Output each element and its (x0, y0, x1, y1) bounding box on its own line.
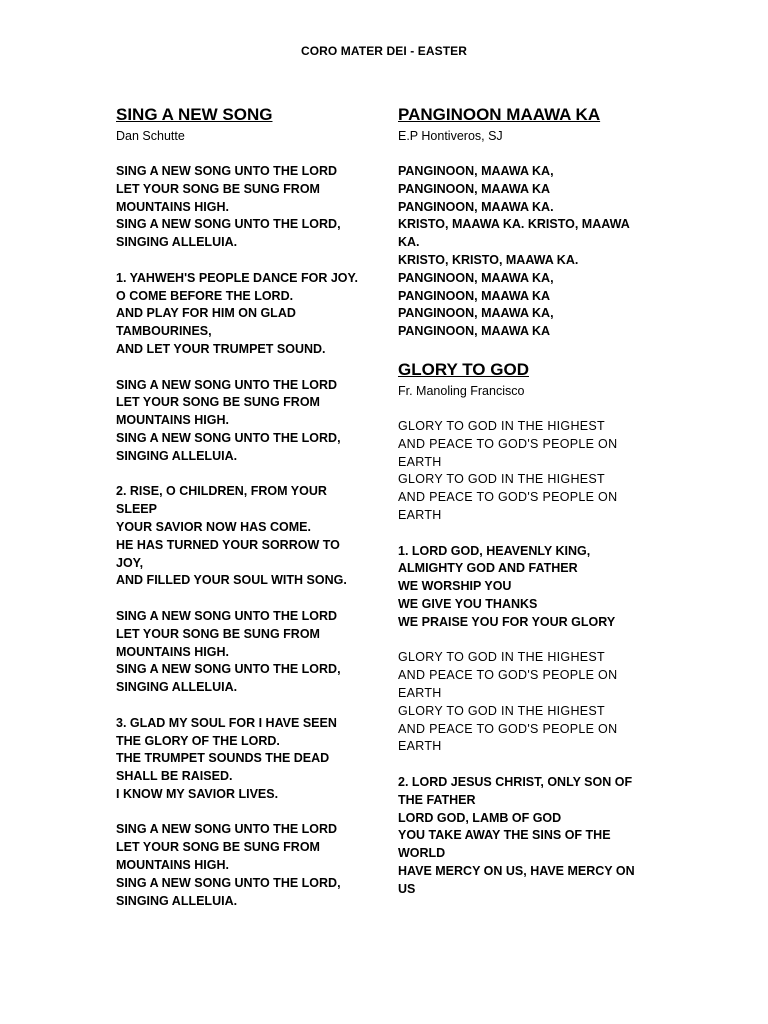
lyric-line: SINGING ALLELUIA. (116, 680, 238, 695)
lyric-line: JOY, (116, 555, 144, 570)
lyric-stanza (116, 608, 366, 697)
song-author: Dan Schutte (116, 129, 185, 143)
lyric-stanza (398, 163, 656, 341)
lyric-line: PANGINOON, MAAWA KA (398, 324, 551, 339)
lyric-line: MOUNTAINS HIGH. (116, 644, 229, 659)
lyric-line: HAVE MERCY ON US, HAVE MERCY ON (398, 863, 635, 878)
lyric-line: GLORY TO GOD IN THE HIGHEST (398, 472, 605, 487)
lyric-line: LET YOUR SONG BE SUNG FROM (116, 395, 320, 410)
lyric-line: TAMBOURINES, (116, 324, 212, 339)
lyric-line: KA. (398, 235, 420, 250)
lyric-line: GLORY TO GOD IN THE HIGHEST (398, 418, 605, 433)
song-author: Fr. Manoling Francisco (398, 383, 525, 398)
lyric-line: GLORY TO GOD IN THE HIGHEST (398, 703, 605, 718)
lyric-line: SING A NEW SONG UNTO THE LORD (116, 164, 338, 178)
lyric-line: 1. LORD GOD, HEAVENLY KING, (398, 543, 591, 558)
lyric-line: PANGINOON, MAAWA KA (398, 181, 551, 196)
lyric-line: MOUNTAINS HIGH. (116, 858, 229, 873)
lyric-line: MOUNTAINS HIGH. (116, 199, 229, 214)
song-author: E.P Hontiveros, SJ (398, 129, 503, 143)
lyric-line: LET YOUR SONG BE SUNG FROM (116, 626, 320, 641)
lyric-line: US (398, 881, 416, 896)
lyric-line: EARTH (398, 507, 442, 522)
lyric-line: SINGING ALLELUIA. (116, 235, 238, 250)
lyric-line: PANGINOON, MAAWA KA, (398, 164, 554, 178)
lyric-line: SING A NEW SONG UNTO THE LORD (116, 608, 338, 623)
lyric-line: KRISTO, MAAWA KA. KRISTO, MAAWA (398, 217, 630, 232)
lyric-line: 2. RISE, O CHILDREN, FROM YOUR (116, 484, 327, 499)
lyric-line: SING A NEW SONG UNTO THE LORD, (116, 430, 341, 445)
lyric-line: EARTH (398, 685, 442, 700)
lyric-line: LET YOUR SONG BE SUNG FROM (116, 840, 320, 855)
left-column (116, 104, 366, 910)
lyric-line: AND LET YOUR TRUMPET SOUND. (116, 341, 326, 356)
lyric-line: ALMIGHTY GOD AND FATHER (398, 561, 578, 576)
lyric-line: WORLD (398, 846, 446, 861)
lyric-line: EARTH (398, 739, 442, 754)
lyric-stanza (116, 163, 366, 252)
lyric-line: SINGING ALLELUIA. (116, 448, 238, 463)
lyric-stanza (398, 418, 656, 525)
song-title: GLORY TO GOD (398, 359, 529, 379)
song-title: PANGINOON MAAWA KA (398, 105, 601, 124)
lyric-line: YOU TAKE AWAY THE SINS OF THE (398, 828, 611, 843)
lyric-line: WE WORSHIP YOU (398, 579, 512, 594)
lyric-line: THE TRUMPET SOUNDS THE DEAD (116, 751, 330, 766)
lyric-line: SING A NEW SONG UNTO THE LORD (116, 377, 338, 392)
lyric-line: EARTH (398, 454, 442, 469)
lyric-line: 1. YAHWEH'S PEOPLE DANCE FOR JOY. (116, 270, 358, 285)
lyric-line: PANGINOON, MAAWA KA (398, 288, 551, 303)
lyric-stanza (116, 715, 366, 804)
lyric-line: LORD GOD, LAMB OF GOD (398, 810, 562, 825)
lyric-stanza (116, 377, 366, 466)
lyric-line: SINGING ALLELUIA. (116, 893, 238, 908)
lyric-line: SING A NEW SONG UNTO THE LORD (116, 822, 338, 837)
page-header: CORO MATER DEI - EASTER (300, 44, 468, 58)
lyric-line: LET YOUR SONG BE SUNG FROM (116, 181, 320, 196)
lyric-line: SING A NEW SONG UNTO THE LORD, (116, 875, 341, 890)
lyric-line: AND PEACE TO GOD'S PEOPLE ON (398, 490, 618, 505)
lyric-line: SING A NEW SONG UNTO THE LORD, (116, 662, 341, 677)
lyric-line: GLORY TO GOD IN THE HIGHEST (398, 650, 605, 665)
lyric-line: WE PRAISE YOU FOR YOUR GLORY (398, 614, 616, 629)
lyric-stanza (116, 483, 366, 590)
lyric-line: SING A NEW SONG UNTO THE LORD, (116, 217, 341, 232)
lyric-line: 2. LORD JESUS CHRIST, ONLY SON OF (398, 774, 633, 789)
song-block (398, 359, 656, 899)
lyric-line: MOUNTAINS HIGH. (116, 413, 229, 428)
lyric-line: HE HAS TURNED YOUR SORROW TO (116, 537, 340, 552)
lyric-line: AND PEACE TO GOD'S PEOPLE ON (398, 436, 618, 451)
lyric-stanza (398, 543, 656, 632)
lyric-stanza (398, 774, 656, 899)
song-block (398, 104, 656, 341)
lyric-line: AND FILLED YOUR SOUL WITH SONG. (116, 573, 347, 588)
lyric-line: PANGINOON, MAAWA KA. (398, 199, 554, 214)
lyric-line: I KNOW MY SAVIOR LIVES. (116, 786, 279, 801)
lyric-line: SHALL BE RAISED. (116, 769, 233, 784)
lyric-line: AND PEACE TO GOD'S PEOPLE ON (398, 668, 618, 683)
lyric-line: THE FATHER (398, 792, 476, 807)
lyric-stanza (116, 821, 366, 910)
lyric-stanza (398, 649, 656, 756)
lyric-line: PANGINOON, MAAWA KA, (398, 306, 554, 321)
lyric-line: 3. GLAD MY SOUL FOR I HAVE SEEN (116, 715, 337, 730)
lyric-line: AND PEACE TO GOD'S PEOPLE ON (398, 721, 618, 736)
song-title: SING A NEW SONG (116, 105, 273, 124)
lyric-line: PANGINOON, MAAWA KA, (398, 270, 554, 285)
lyric-line: WE GIVE YOU THANKS (398, 596, 538, 611)
lyric-line: THE GLORY OF THE LORD. (116, 733, 280, 748)
right-column (398, 104, 656, 898)
lyric-line: O COME BEFORE THE LORD. (116, 288, 294, 303)
lyric-line: YOUR SAVIOR NOW HAS COME. (116, 519, 311, 534)
song-block (116, 104, 366, 910)
lyric-stanza (116, 270, 366, 359)
lyric-line: AND PLAY FOR HIM ON GLAD (116, 306, 296, 321)
lyric-line: SLEEP (116, 502, 157, 517)
lyric-line: KRISTO, KRISTO, MAAWA KA. (398, 252, 579, 267)
